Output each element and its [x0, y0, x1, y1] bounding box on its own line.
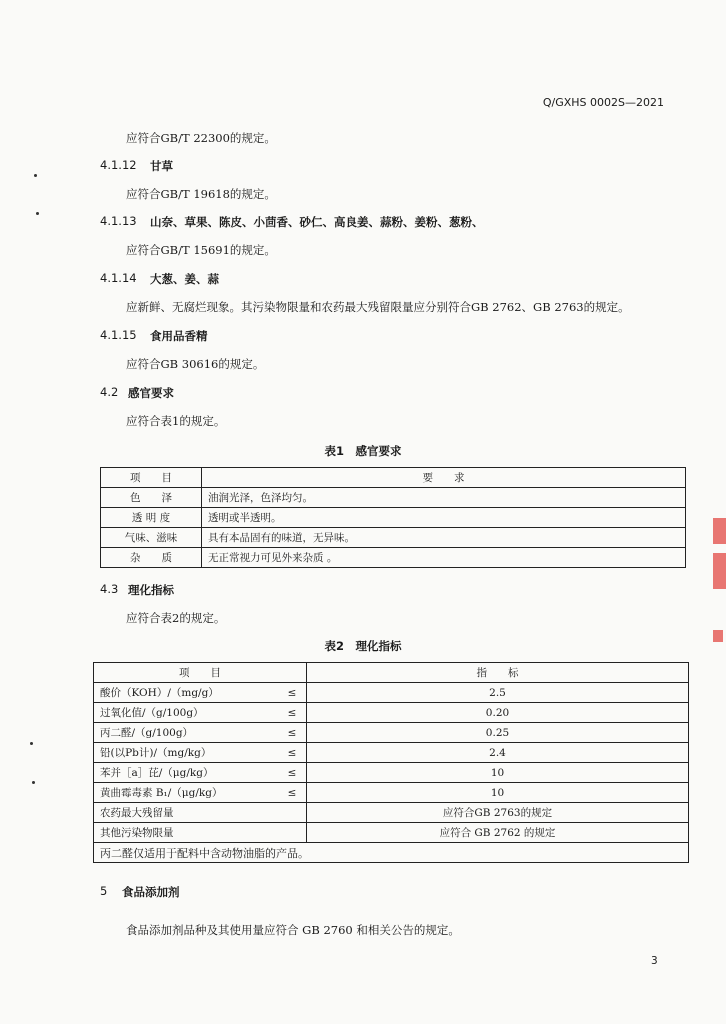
table-cell: 铅(以Pb计)/（mg/kg）: [94, 743, 279, 763]
table-cell: 应符合GB 2763的规定: [307, 803, 689, 823]
seal-stamp-fragment: [713, 518, 726, 544]
table-cell: 其他污染物限量: [94, 823, 279, 843]
table-header-cell: 要 求: [202, 468, 686, 488]
scan-mark: [34, 174, 37, 177]
table-cell: 丙二醛/（g/100g）: [94, 723, 279, 743]
table-cell: 过氧化值/（g/100g）: [94, 703, 279, 723]
table-cell: 透明或半透明。: [202, 508, 686, 528]
clause-4-1-12-title: 甘草: [150, 159, 173, 173]
clause-4-1-15-title: 食用品香精: [150, 329, 208, 343]
table-row: [94, 803, 689, 823]
table-row: [101, 488, 686, 508]
section-5-text: 食品添加剂品种及其使用量应符合 GB 2760 和相关公告的规定。: [126, 923, 460, 937]
sensory-requirements-table: [100, 467, 686, 568]
table-cell: 2.4: [307, 743, 689, 763]
physicochemical-indicators-table: [93, 662, 689, 863]
table1-caption: 表1 感官要求: [324, 444, 402, 458]
clause-4-1-12-text: 应符合GB/T 19618的规定。: [126, 187, 276, 201]
clause-4-3-text: 应符合表2的规定。: [126, 611, 226, 625]
table-header-cell: 项 目: [101, 468, 202, 488]
table-cell: 无正常视力可见外来杂质 。: [202, 548, 686, 568]
section-5-number: 5: [100, 884, 108, 898]
table-note-row: [94, 843, 689, 863]
table-row: [101, 548, 686, 568]
scan-mark: [36, 212, 39, 215]
table-cell: 农药最大残留量: [94, 803, 279, 823]
clause-4-3-number: 4.3: [100, 582, 119, 596]
clause-4-1-13-text: 应符合GB/T 15691的规定。: [126, 243, 276, 257]
clause-4-1-14-number: 4.1.14: [100, 271, 137, 285]
table-cell: 气味、滋味: [101, 528, 202, 548]
clause-4-1-11-text: 应符合GB/T 22300的规定。: [126, 131, 276, 145]
table-cell: 油润光泽，色泽均匀。: [202, 488, 686, 508]
table2-caption: 表2 理化指标: [324, 639, 402, 653]
table-cell: ≤: [278, 723, 307, 743]
table-cell: 0.20: [307, 703, 689, 723]
clause-4-1-14-title: 大葱、姜、蒜: [150, 272, 219, 286]
table-cell: 透 明 度: [101, 508, 202, 528]
table-cell: 10: [307, 783, 689, 803]
scan-mark: [30, 742, 33, 745]
table-header-cell: 指 标: [307, 663, 689, 683]
clause-4-2-text: 应符合表1的规定。: [126, 414, 226, 428]
table-cell: 黄曲霉毒素 B₁/（μg/kg）: [94, 783, 279, 803]
table-header-row: [94, 663, 689, 683]
table-cell: 10: [307, 763, 689, 783]
seal-stamp-fragment: [713, 630, 723, 642]
table-cell: 杂 质: [101, 548, 202, 568]
table-cell: 苯并［a］芘/（μg/kg）: [94, 763, 279, 783]
clause-4-1-13-title: 山奈、草果、陈皮、小茴香、砂仁、高良姜、蒜粉、姜粉、葱粉、: [150, 215, 484, 229]
clause-4-1-12-number: 4.1.12: [100, 158, 137, 172]
table-header-row: [101, 468, 686, 488]
clause-4-1-14-text: 应新鲜、无腐烂现象。其污染物限量和农药最大残留限量应分别符合GB 2762、GB 2763的规定。: [126, 300, 630, 314]
table-cell: ≤: [278, 683, 307, 703]
table-cell: ≤: [278, 763, 307, 783]
table-cell: ≤: [278, 783, 307, 803]
table-cell: 具有本品固有的味道，无异味。: [202, 528, 686, 548]
table-row: [101, 508, 686, 528]
table-note: 丙二醛仅适用于配料中含动物油脂的产品。: [94, 843, 689, 863]
clause-4-2-number: 4.2: [100, 385, 119, 399]
table-cell: ≤: [278, 743, 307, 763]
table-row: [94, 723, 689, 743]
table-cell: 2.5: [307, 683, 689, 703]
table-header-cell: 项 目: [94, 663, 307, 683]
clause-4-1-15-text: 应符合GB 30616的规定。: [126, 357, 265, 371]
table-cell: 酸价（KOH）/（mg/g）: [94, 683, 279, 703]
table-row: [94, 823, 689, 843]
table-row: [94, 703, 689, 723]
table-cell: 色 泽: [101, 488, 202, 508]
table-row: [101, 528, 686, 548]
document-code: Q/GXHS 0002S—2021: [542, 96, 664, 109]
table-row: [94, 743, 689, 763]
table-cell: [278, 823, 307, 843]
page-number: 3: [651, 955, 658, 967]
clause-4-1-13-number: 4.1.13: [100, 214, 137, 228]
table-cell: ≤: [278, 703, 307, 723]
table-row: [94, 783, 689, 803]
seal-stamp-fragment: [713, 553, 726, 589]
clause-4-1-15-number: 4.1.15: [100, 328, 137, 342]
section-5-title: 食品添加剂: [122, 885, 180, 899]
clause-4-3-title: 理化指标: [128, 583, 174, 597]
table-row: [94, 683, 689, 703]
clause-4-2-title: 感官要求: [128, 386, 174, 400]
table-cell: 0.25: [307, 723, 689, 743]
table-cell: [278, 803, 307, 823]
table-row: [94, 763, 689, 783]
scan-mark: [32, 781, 35, 784]
table-cell: 应符合 GB 2762 的规定: [307, 823, 689, 843]
